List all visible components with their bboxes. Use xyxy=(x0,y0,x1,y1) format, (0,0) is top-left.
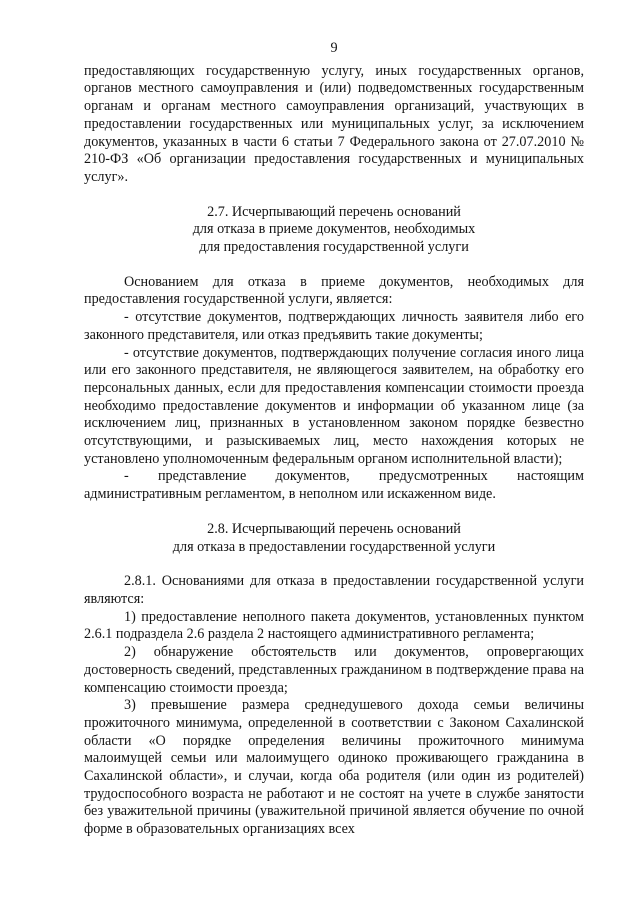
section-2-8-heading xyxy=(84,521,584,556)
document-page xyxy=(84,40,584,839)
heading-line: для отказа в приеме документов, необходимых xyxy=(192,221,476,238)
section-2-8-lead: 2.8.1. Основаниями для отказа в предоставлении государственной услуги являются: xyxy=(84,573,584,607)
list-item: - отсутствие документов, подтверждающих личность заявителя либо его законного представителя, или отказ предъявить такие документы; xyxy=(84,309,584,343)
page-number: 9 xyxy=(330,40,338,56)
heading-line: для предоставления государственной услуги xyxy=(199,239,469,256)
section-2-7-heading xyxy=(84,204,584,257)
heading-line: 2.8. Исчерпывающий перечень оснований xyxy=(207,520,461,537)
section-2-7-lead: Основанием для отказа в приеме документов, необходимых для предоставления государственной услуги, является: xyxy=(84,273,584,308)
list-item: 1) предоставление неполного пакета документов, установленных пунктом 2.6.1 подраздела 2.6 раздела 2 настоящего административного регламента; xyxy=(84,608,584,643)
list-item: - представление документов, предусмотренных настоящим административным регламентом, в неполном или искаженном виде. xyxy=(84,468,584,503)
list-item: - отсутствие документов, подтверждающих получение согласия иного лица или его законного представителя, не являющегося заявителем, на обработку его персональных данных, если для предоставления компенсации стоимости проезда необходимо предоставление документов и информации об указанном лице (за исключением лиц, признанных в установленном законом порядке безвестно отсутствующими, и разыскиваемых лиц, место нахождения которых не установлено уполномоченным федеральным органом исполнительной власти); xyxy=(84,344,584,467)
list-item: 2) обнаружение обстоятельств или документов, опровергающих достоверность сведений, представленных гражданином в подтверждение права на компенсацию стоимости проезда; xyxy=(84,644,584,696)
list-item: 3) превышение размера среднедушевого дохода семьи величины прожиточного минимума, определенной в соответствии с Законом Сахалинской области «О порядке определения величины прожиточного минимума малоимущей семьи или малоимущего одиноко проживающего гражданина в Сахалинской области», и случаи, когда оба родителя (или один из родителей) трудоспособного возраста не работают и не состоят на учете в службе занятости без уважительной причины (уважительной причиной является обучение по очной форме в образовательных организациях всех xyxy=(84,697,584,838)
intro-paragraph: предоставляющих государственную услугу, иных государственных органов, органов местного самоуправления и (или) подведомственных государственным органам и органам местного самоуправления организаций, участвующих в предоставлении государственных или муниципальных услуг, за исключением документов, указанных в части 6 статьи 7 Федерального закона от 27.07.2010 № 210-ФЗ «Об организации предоставления государственных и муниципальных услуг». xyxy=(84,62,584,185)
heading-line: для отказа в предоставлении государственной услуги xyxy=(172,538,496,555)
heading-line: 2.7. Исчерпывающий перечень оснований xyxy=(207,203,461,220)
